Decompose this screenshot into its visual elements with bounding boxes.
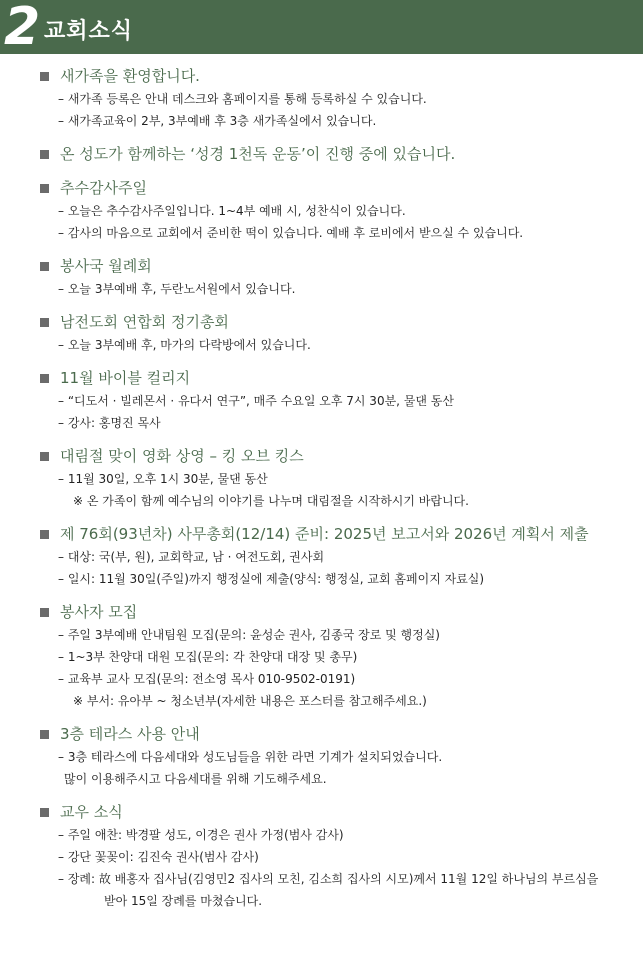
news-section-volunteers [40, 600, 630, 712]
news-heading: 3층 테라스 사용 안내 [60, 725, 200, 743]
news-section-service-meeting [40, 254, 630, 300]
news-item: – 오늘 3부예배 후, 두란노서원에서 있습니다. [58, 282, 296, 296]
square-bullet-icon [40, 808, 49, 817]
news-item: – “디도서 · 빌레몬서 · 유다서 연구”, 매주 수요일 오후 7시 30분, 물댄 동산 [58, 394, 454, 408]
news-note: ※ 부서: 유아부 ~ 청소년부(자세한 내용은 포스터를 참고해주세요.) [73, 694, 427, 708]
news-heading: 봉사자 모집 [60, 603, 138, 621]
section-header [0, 0, 643, 57]
news-item: – 교육부 교사 모집(문의: 전소영 목사 010-9502-0191) [58, 672, 356, 686]
news-item: – 주일 애찬: 박경팔 성도, 이경은 권사 가정(범사 감사) [58, 828, 344, 842]
news-list [40, 64, 630, 912]
news-item: – 대상: 국(부, 원), 교회학교, 남 · 여전도회, 권사회 [58, 550, 325, 564]
news-section-mens-assembly [40, 310, 630, 356]
news-section-bible-college [40, 366, 630, 434]
news-item-continued: 받아 15일 장례를 마쳤습니다. [104, 894, 263, 908]
news-section-welcome [40, 64, 630, 132]
news-item: – 3층 테라스에 다음세대와 성도님들을 위한 라면 기계가 설치되었습니다. [58, 750, 443, 764]
square-bullet-icon [40, 374, 49, 383]
news-note: ※ 온 가족이 함께 예수님의 이야기를 나누며 대림절을 시작하시기 바랍니다. [73, 494, 469, 508]
news-heading: 대림절 맞이 영화 상영 – 킹 오브 킹스 [60, 447, 304, 465]
square-bullet-icon [40, 730, 49, 739]
news-item: – 감사의 마음으로 교회에서 준비한 떡이 있습니다. 예배 후 로비에서 받으실 수 있습니다. [58, 226, 524, 240]
news-item: – 강단 꽃꽂이: 김진숙 권사(범사 감사) [58, 850, 259, 864]
news-heading: 추수감사주일 [60, 179, 147, 197]
square-bullet-icon [40, 262, 49, 271]
news-section-bible-reading [40, 142, 630, 166]
news-item: – 새가족교육이 2부, 3부예배 후 3층 새가족실에서 있습니다. [58, 114, 377, 128]
news-item: – 장례: 故 배홍자 집사님(김영민2 집사의 모친, 김소희 집사의 시모)께서 11월 12일 하나님의 부르심을 [58, 872, 599, 886]
news-item: – 주일 3부예배 안내팀원 모집(문의: 윤성순 권사, 김종국 장로 및 행정실) [58, 628, 440, 642]
news-heading: 새가족을 환영합니다. [60, 67, 200, 85]
news-item: – 오늘 3부예배 후, 마가의 다락방에서 있습니다. [58, 338, 311, 352]
news-item: – 새가족 등록은 안내 데스크와 홈페이지를 통해 등록하실 수 있습니다. [58, 92, 427, 106]
news-item: – 강사: 홍명진 목사 [58, 416, 161, 430]
news-item: – 오늘은 추수감사주일입니다. 1~4부 예배 시, 성찬식이 있습니다. [58, 204, 406, 218]
news-section-advent-movie [40, 444, 630, 512]
news-heading: 11월 바이블 컬리지 [60, 369, 191, 387]
news-heading: 봉사국 월례회 [60, 257, 152, 275]
news-item-continued: 많이 이용해주시고 다음세대를 위해 기도해주세요. [64, 772, 327, 786]
section-title: 교회소식 [44, 19, 134, 44]
news-section-general-assembly [40, 522, 630, 590]
square-bullet-icon [40, 150, 49, 159]
news-heading: 온 성도가 함께하는 ‘성경 1천독 운동’이 진행 중에 있습니다. [60, 145, 456, 163]
news-item: – 일시: 11월 30일(주일)까지 행정실에 제출(양식: 행정실, 교회 홈페이지 자료실) [58, 572, 485, 586]
news-section-thanksgiving [40, 176, 630, 244]
news-item: – 11월 30일, 오후 1시 30분, 물댄 동산 [58, 472, 268, 486]
news-heading: 남전도회 연합회 정기총회 [60, 313, 229, 331]
square-bullet-icon [40, 184, 49, 193]
news-heading: 교우 소식 [60, 803, 123, 821]
square-bullet-icon [40, 608, 49, 617]
square-bullet-icon [40, 318, 49, 327]
news-item: – 1~3부 찬양대 대원 모집(문의: 각 찬양대 대장 및 총무) [58, 650, 358, 664]
news-section-member-news [40, 800, 630, 912]
square-bullet-icon [40, 530, 49, 539]
news-heading: 제 76회(93년차) 사무총회(12/14) 준비: 2025년 보고서와 2026년 계획서 제출 [60, 525, 589, 543]
square-bullet-icon [40, 452, 49, 461]
section-number: 2 [4, 0, 41, 57]
square-bullet-icon [40, 72, 49, 81]
news-section-terrace [40, 722, 630, 790]
